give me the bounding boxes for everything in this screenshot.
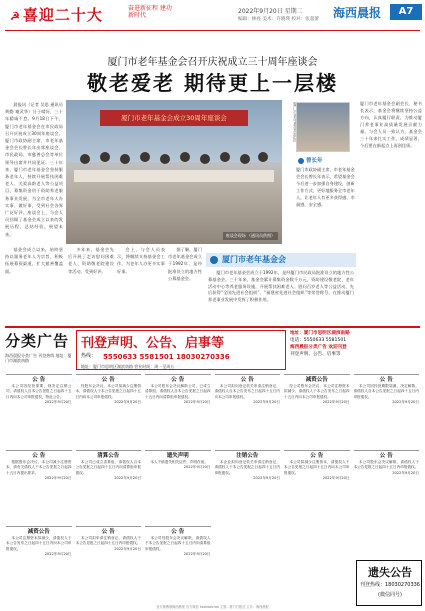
notice-date: 2022年9月20日 [44,476,72,481]
article-paragraph: 多年来，基金会先后开展了走访慰问困难老人、资助敬老院建设等活动，受到好评。 [68,247,114,274]
notice-item [145,374,211,448]
sidebar-article-title: 厦门市老年基金会 [222,255,286,264]
article-kicker: 厦门市老年基金会召开庆祝成立三十周年座谈会 [107,57,318,68]
ad-line: 地址：厦门市思明区湖滨南路 [290,331,350,336]
notice-item [76,526,142,600]
portrait-photo [296,102,350,152]
sidebar-article-body [208,270,354,322]
speaker-quote: 厦门市政协副主席、市老年基金会会长曾长年表示，希望基金会今后进一步加强自身建设，创新工作方式，更好地服务全市老年人，让老年人有更多获得感、幸福感、安全感。 [296,167,355,207]
section-marker-icon [210,256,218,264]
speaker-icon [298,158,304,164]
notice-date: 2022年9月20日 [322,400,350,405]
notice-title: 清算公告 [97,453,120,459]
notice-body: 本公司经股东会决议解散，请债权人于本公告见报之日起四十五日内向清算组申报债权。 [145,536,211,551]
notice-title: 公 告 [101,377,115,383]
notice-body: 本公司注册资本拟减少，请债权人于本公告发布之日起四十五日内向本公司申报债权。 [6,536,72,551]
right-column-text: 厦门市老年基金会副会长、秘书长表示，基金会将继续坚持公益方向，认真履行职责，为推动厦门养老事业高质量发展贡献力量。与会人员一致认为，基金会三十年来扎实工作，成绩显著，今后要在新起点上再创佳绩。 [360,101,422,148]
notice-date: 2022年9月20日 [392,400,419,405]
notice-body: 经公司股东会决议，本公司注册资本拟减少，请债权人于本公告发布之日起四十五日内向本公司申报债权。 [284,384,350,399]
notice-body: 本公司因经营期限届满，决定解散，请债权人自本公告见报之日起四十五日内申报债权。 [353,384,419,399]
notice-title: 公 告 [379,377,393,383]
lost-notice-wechat: (微信同号) [378,592,402,598]
edition-credits: 编辑：林亮 美术：许晓瑛 校对：张超蕾 [238,17,320,22]
notice-date: 2022年9月20日 [253,400,280,405]
notice-item [145,450,211,524]
notice-body: 本公司因经营需要，现决定注销公司，请债权人自本公告见报之日起四十五日内向本公司申报债权，特此公告。 [6,384,72,399]
ad-headline: 刊登声明、公告、启事等 [81,336,225,351]
hotline-number: 5550633 5581501 18030270336 [103,353,230,361]
notice-body: 根据股东会决议，本公司减少注册资本，请有关债权人于本公告见报之日起四十五日内提出要求。 [6,460,72,475]
notice-item [6,450,72,524]
notice-title: 公 告 [310,453,324,459]
section-divider [5,326,420,328]
notice-item [284,374,350,448]
notice-date: 2022年9月20日 [183,400,211,405]
photo-banner: 厦门市老年基金会成立30周年座谈会 [100,110,248,126]
page-footer: 官方微博@海西晨报 官方微信 hxcbwechat 主管：厦门日报社 主办：海西晨报 [156,605,269,609]
ad-line: 电话：5550633 5581501 [290,338,347,343]
party-emblem-icon: ☭ [10,10,21,23]
article-headline: 敬老爱老 期待更上一层楼 [87,71,338,95]
notice-title: 注销公告 [236,453,259,459]
notice-title: 公 告 [101,529,115,535]
notice-body: 本公司拟申请注销登记，请债权人于本公告见报之日起四十五日内申报债权。 [75,536,141,546]
notice-body: 本公司股东会决议解散，请债权人于本公告见报之日起四十五日内申报债权。 [353,460,419,470]
notice-title: 减资公告 [27,529,50,535]
article-column-1b [5,246,63,311]
photo-caption: 座谈会现场 （通讯员供图） [223,232,278,240]
speaker-name [298,156,323,164]
sidebar-article [206,253,356,323]
lost-notice-box [356,560,422,606]
notice-date: 2022年9月20日 [44,552,72,557]
notice-body: 本公司拟减少注册资本，请债权人于本公告见报之日起四十五日内向本公司申报债权。 [284,460,350,475]
article-paragraph: 会上，与会人员表示，将继续支持基金会工作，为老年人办更多实事好事。 [117,247,165,274]
banner-text: 喜迎二十大 [22,6,103,24]
ad-info-block [290,330,422,370]
notice-date: 2022年9月20日 [253,476,280,481]
sidebar-article-header [206,253,356,267]
notice-item [284,450,350,524]
notice-date: 2022年9月20日 [114,476,141,481]
ad-address: 地址：厦门市思明区湖滨南路 营业时间：周一至周五 [81,364,175,369]
notice-title: 公 告 [32,453,46,459]
notice-body: 经股东会决议，本公司拟减少注册资本，请债权人于本公告见报之日起四十五日内向本公司申报债权。 [75,384,141,399]
lost-notice-phone: 刊登热线：18030270336 [360,582,420,588]
classified-header [5,330,74,370]
notice-item [354,450,420,524]
masthead [0,0,425,36]
article-column-1 [5,101,63,243]
notice-item [76,450,142,524]
right-column [284,100,358,244]
notice-title: 公 告 [171,377,185,383]
notice-body: 本人不慎遗失相关证件，声明作废。 [150,460,208,464]
photo-table [74,170,274,182]
notice-date: 2022年9月20日 [183,465,211,470]
banner-title [10,4,103,25]
article-column-3 [117,246,165,311]
hotline-label: 热线： [81,353,97,359]
notice-title: 公 告 [32,377,46,383]
classified-subtitle: 海西晨报分类广告 刊登热线 地址：厦门市湖滨南路 [5,353,72,363]
notice-body: 本公司拟向登记机关申请注销登记，请债权人自本公告发布之日起四十五日内向本公司申报债权。 [214,384,280,399]
notice-item [215,374,281,448]
notice-body: 本公司已成立清算组，请债权人自本公告见报之日起四十五日内向清算组申报债权。 [75,460,141,475]
notice-date: 2022年9月20日 [322,476,350,481]
notice-date: 2022年9月20日 [183,552,211,557]
notice-item [354,374,420,448]
issue-date: 2022年9月20日 星期二 [238,8,303,15]
notice-title: 公 告 [379,453,393,459]
page-number: A7 [390,4,422,20]
news-photo [66,100,282,244]
banner-slogan: 奋进新征程 建功新时代 [128,5,172,19]
notice-body: 本公司股东会决议解散公司，已成立清算组，请债权人自本公告见报之日起四十五日内向清算组申报债权。 [145,384,211,399]
notice-item [145,526,211,600]
classified-title: 分类广告 [5,332,70,350]
ad-line: 海西晨报分类广告 欢迎刊登 [290,345,347,350]
notice-title: 遗失声明 [166,453,189,459]
notice-item [76,374,142,448]
notice-date: 2022年9月20日 [114,546,141,551]
notice-date: 2022年9月20日 [114,400,141,405]
notice-date: 2022年9月20日 [392,470,419,475]
notice-title: 公 告 [240,377,254,383]
ad-line: 刊登声明、公告、启事等 [290,352,341,357]
article-paragraph: 据了解，厦门市老年基金会成立于1992年，是经批准设立的地方性公募基金会。 [168,247,202,281]
notice-item [6,374,72,448]
notice-body: 本企业拟向登记机关申请注销登记，请债权人于本公告见报之日起四十五日内申报债权。 [214,460,280,475]
lost-notice-title: 遗失公告 [368,566,412,579]
notice-item [215,450,281,524]
ad-hotline-block [76,330,286,370]
notice-item [6,526,72,600]
article-column-4 [168,246,202,311]
speaker-label: 曾长年 [306,158,323,164]
article-column-2 [68,246,114,311]
notice-date: 2022年9月20日 [44,400,72,405]
notice-title: 减资公告 [305,377,328,383]
sidebar-paragraph: 厦门市老年基金会成立于1992年，是经厦门市民政局批准设立的地方性公募基金会。三十年来，基金会累计募集资金数千万元，资助建设敬老院、老年活动中心等养老服务设施，开展帮扶困难老人、慰问百岁老人等公益活动，先后获得“全国先进社会组织”、“福建省先进社会组织”等荣誉称号，在推动厦门养老事业发展中发挥了积极作用。 [208,270,354,303]
notice-title: 公 告 [171,529,185,535]
newspaper-brand: 海西晨报 [333,6,382,20]
article-paragraph: 基金会成立以来，始终坚持以服务老年人为宗旨，积极拓展募资渠道，扩大慈善覆盖面。 [5,247,63,274]
masthead-rule [5,30,420,31]
article-paragraph: 晨报讯（记者 吴思 通讯员 黄勤 谢武华）日子晴好，三十年精诚不怠。9月18日下午，厦门市老年基金会在市民政局召开庆祝成立30周年座谈会。厦门市政协副主席、市老年基金会会长曾长年出席座谈会，市民政局、市慈善总会等单位领导出席并共同见证。三十年来，厦门市老年基金会坚持服务老年人，持续开展帮扶困难老人、关爱高龄老人等公益项目，募集资金用于资助养老服务事业发展，为全市老年人办实事、做好事，受到社会各界广泛好评。座谈会上，与会人员回顾了基金会成立以来的发展历程，总结经验，展望未来。 [5,102,63,237]
